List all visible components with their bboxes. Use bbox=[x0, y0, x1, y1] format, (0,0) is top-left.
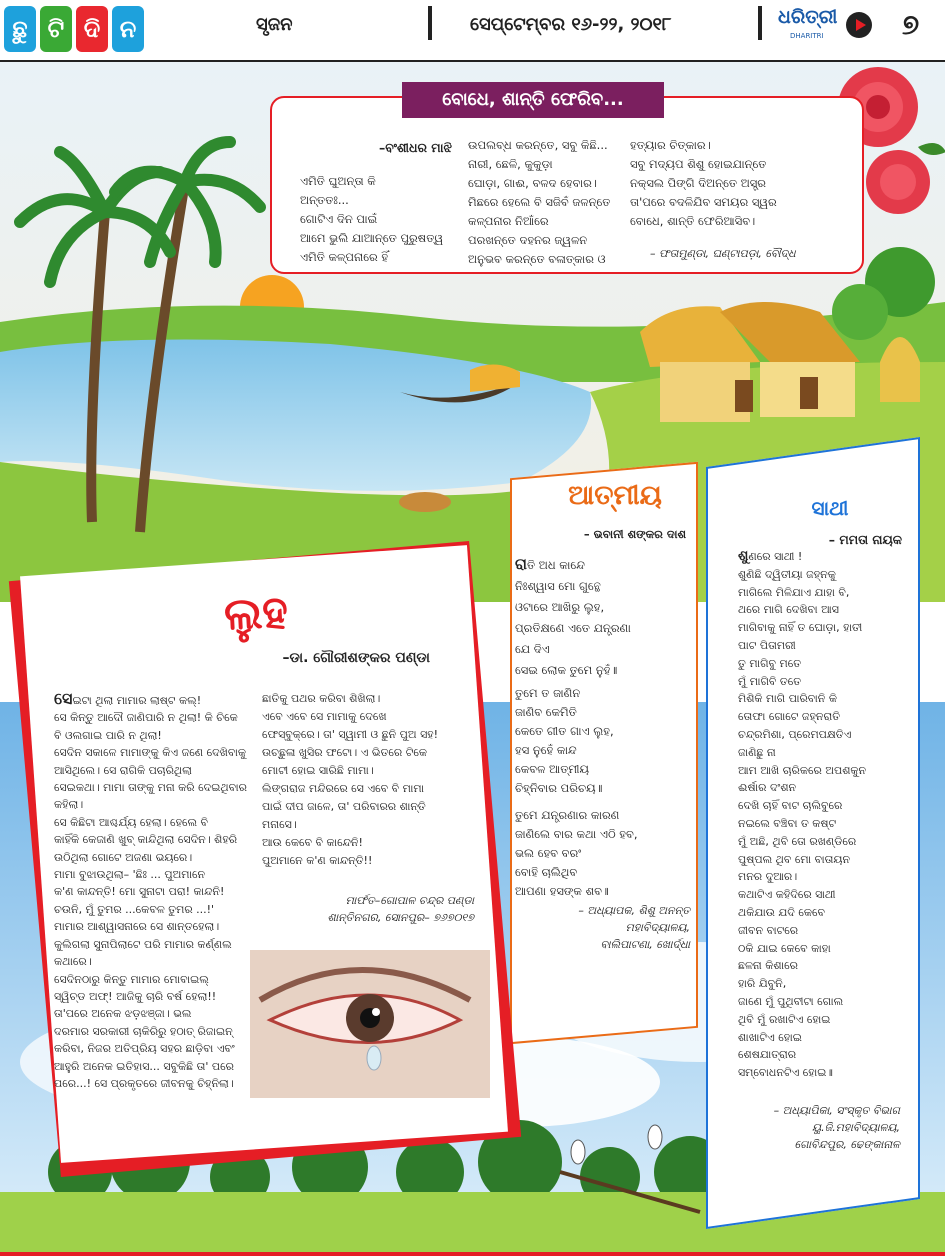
story-column-1 bbox=[54, 690, 250, 1092]
farmer-icon bbox=[399, 492, 451, 512]
header-divider bbox=[428, 6, 432, 40]
poem-title: ଆତ୍ମୀୟ bbox=[568, 480, 662, 511]
page-header bbox=[0, 0, 945, 63]
logo-tile-4: ନ bbox=[112, 6, 144, 52]
poem-credit: – ଅଧ୍ୟାପିକା, ସଂସ୍କୃତ ବିଭାଗ ୟୁ.ଜି.ମହାବିଦ୍ୟାଳୟ, ଗୋବିନ୍ଦପୁର, ଢେଙ୍କାନାଳ bbox=[773, 1104, 900, 1151]
poem-author: – ମମତା ନାୟକ bbox=[828, 532, 902, 547]
story-author: –ଡା. ଗୌରୀଶଙ୍କର ପଣ୍ଡା bbox=[282, 650, 430, 666]
brand-logo-sub: DHARITRI bbox=[790, 32, 824, 40]
logo-tile-3: ଦି bbox=[76, 6, 108, 52]
bottom-rule bbox=[0, 1252, 945, 1256]
play-icon bbox=[846, 12, 872, 38]
poem-credit: – ଅଧ୍ୟାପକ, ଶିଶୁ ଅନନ୍ତ ମହାବିଦ୍ୟାଳୟ, ବାଲିପାଟଣା, ଖୋର୍ଦ୍ଧା bbox=[578, 904, 690, 951]
poem-title: ବୋଧେ, ଶାନ୍ତି ଫେରିବ... bbox=[402, 82, 664, 118]
poem-stanza-1 bbox=[515, 554, 685, 680]
poem-column-2: ଉପଲବ୍ଧ କରନ୍ତେ, ସବୁ କିଛି... ନାରୀ, ଛେଳି, କୁକୁଡ଼ା ଘୋଡ଼ା, ଗାଈ, ବଳଦ ହେବାର। ମିଛରେ ହେଲେ ବି ସଜିବଁ ଜଳନ୍ତେ କଳ୍ପନାର ନିଆଁରେ ପରଖନ୍ତେ ଦହନର ଜ୍ୱଳନ ଅନୁଭବ କରନ୍ତେ ବଳାତ୍କାର ଓ bbox=[468, 138, 611, 266]
poem-author: – ଭବାନୀ ଶଙ୍କର ଦାଶ bbox=[583, 527, 686, 541]
story-credit: ମାର୍ଫତ–ଗୋପାଳ ଚନ୍ଦ୍ର ପଣ୍ଡା ଶାନ୍ତିନଗର, ସୋନପୁର– ୭୬୭୦୧୭ bbox=[327, 894, 474, 924]
drop-cap: ରା bbox=[515, 555, 527, 573]
logo-tile-2: ଟି bbox=[40, 6, 72, 52]
story-text: ଇଟା ଥିଲା ମାମାର ଲାଷ୍ଟ କଲ୍! ସେ କିନ୍ତୁ ଆଦୌ ଜାଣିପାରି ନ ଥିଲା! କି ଚିକେ ବି ଓଲଗାଇ ପାରି ନ ଥିଲା! ସେଦିନ ସକାଳେ ମାମାଙ୍କୁ କିଏ ଜଣେ ଦେଖିବାକୁ ଆସିଥିଲେ। ସେ ରାଗିକି ପଚାରିଥିଲା ସେଇକଥା। ମାମା ତାଙ୍କୁ ମନା କରି ଦେଇଥିବାର କହିଲା। ସେ କିଛିଟା ଆଶ୍ଚର୍ଯ୍ୟ ହେଲା। ହେଲେ ବି କାହିଁକି କେଜାଣି ଖୁବ୍ କାନ୍ଦିଥିଲା ସେଦିନ। ଶିହରି ଉଠିଥିଲା ଗୋଟେ ଅଜଣା ଭୟରେ। ମାମା ବୁଝାଉଥିଲା– 'ଛିଃ ... ପୁଅମାନେ କ'ଣ କାନ୍ଦନ୍ତି! ମୋ ସୁନାଟା ପରା! କାନ୍ଦନି! ଚଉନି, ମୁଁ ତୁମର ...କେବଳ ତୁମର ...!' ମାମାର ଆଶ୍ୱାସନାରେ ସେ ଶାନ୍ତହେଲା। କୁଲିଗଲା ସୁନାପିଲାଟେ ପରି ମାମାର କର୍ଣ୍ଣଲ କଥାରେ। ସେଦିନଠାରୁ କିନ୍ତୁ ମାମାର ମୋବାଇଲ୍ ସ୍ୱିଚ୍ଡ ଅଫ୍! ଆଜିକୁ ଚାରି ବର୍ଷ ହେଲା!! ତା'ପରେ ଅନେକ ଝଡ଼ଝଞ୍ଜା। ଭଲ ଦରମାର ସରକାରୀ ଚାକିରିରୁ ହଠାତ୍ ରିଜାଇନ୍ କରିବା, ନିଜର ଅତିପ୍ରିୟ ସହର ଛାଡ଼ିବା ଏବଂ ଆହୁରି ଅନେକ ଇତିହାସ... ସବୁକିଛି ତା' ପରେ ପରେ...! ସେ ପ୍ରକୃତରେ ଜୀବନକୁ ଚିହ୍ନିଲା। bbox=[54, 694, 247, 1090]
section-title: ସୃଜନ bbox=[256, 14, 293, 35]
stork-icon bbox=[648, 1125, 662, 1149]
header-divider bbox=[758, 6, 762, 40]
drop-cap: ସେ bbox=[54, 689, 73, 708]
logo-tile-1: ଛୁ bbox=[4, 6, 36, 52]
brand-logo: ଧରିତ୍ରୀ bbox=[778, 6, 838, 28]
story-column-2: ଛାତିକୁ ପଥର କରିବା ଶିଖିଲା। ଏବେ ଏବେ ସେ ମାମାକୁ ଦେଖେ ଫେସ୍‌ବୁକ୍‌ରେ। ତା' ସ୍ୱାମୀ ଓ ଛୁନି ପୁଅ ସହ! ଉଚ୍ଛୁଳା ଖୁସିର ଫଟୋ। ଏ ଭିତରେ ଟିକେ ମୋଟୀ ହୋଇ ସାରିଛି ମାମା। ଲିଙ୍ଗରାଜ ମନ୍ଦିରରେ ସେ ଏବେ ବି ମାମା ପାଇଁ ଦୀପ ଜାଳେ, ତା' ପରିବାରର ଶାନ୍ତି ମନାସେ। ଆଉ କେବେ ବି କାନ୍ଦେନି! ପୁଅମାନେ କ'ଣ କାନ୍ଦନ୍ତି!! bbox=[262, 692, 439, 867]
poem-title: ସାଥୀ bbox=[811, 496, 849, 520]
poem-text-block bbox=[738, 548, 908, 1082]
poem-column-3: ହତ୍ୟାର ଚିତ୍କାର। ସବୁ ମଦ୍ୟପ ଶିଶୁ ହୋଇଯାନ୍ତେ ନକ୍ସଲ ପିଙ୍ଗି ଦିଅନ୍ତେ ଅସ୍ତ୍ର ତା'ପରେ ବଦଳିଯିବ ସମୟର ସ୍ୱର ବୋଧେ, ଶାନ୍ତି ଫେରିଆସିବ। bbox=[630, 138, 777, 228]
drop-cap: ଶୁ bbox=[738, 548, 749, 564]
poem-stanza-3: ତୁମେ ଯନ୍ତ୍ରଣାର କାରଣ ଜାଣିଲେ ବାର କଥା ଏଠି ହବ, ଭଲ ହେବ ବରଂ ବୋହି ଚାଲିଥିବ ଆପଣା ହସଙ୍କ ଶବ॥ bbox=[515, 808, 638, 898]
poem-text: ଣରେ ସାଥୀ ! ଶୁଣିଛି ଦ୍ୱିତୀୟା ଜହ୍ନକୁ ମାଗିଲେ ମିଳିଯାଏ ଯାହା ବି, ଥରେ ମାଗି ଦେଖିବା ଆସ ମାଗିବାକୁ ନାହିଁ ତ ଘୋଡ଼ା, ହାତୀ ପାଟ ପିତାମରୀ ତୁ ମାଗିବୁ ମତେ ମୁଁ ମାଗିବି ତତେ ମିଶିକି ମାଗି ପାରିବାନି କି ତୋଫା ଗୋଟେ ଜହ୍ନରାତି ଚନ୍ଦ୍ରମିଶା, ପ୍ରେମପକ୍ଷତିଏ ଜାଣିଛୁ ନା ଆମ ଆଖି ଚାରିକରେ ଅପଶକୁନ ଈର୍ଷାର ଦଂଶନ ଦେଖି ଚାହିଁ ବାଟ ଚାଲିବୁରେ ନଇଲେ ବଞ୍ଚିବା ତ କଷ୍ଟ ମୁଁ ଅଛି, ଥିବି ତୋ ରଖଣ୍ଡିରେ ପୁଷ୍ପଲ ଥିବ ମୋ ବାତାୟନ ମନର ଦୁଆର। କଥାଟିଏ କହିଦିରେ ସାଥୀ ଥକିଯାଉ ଯଦି କେବେ ଜୀବନ ବାଟରେ ଠକି ଯାଇ କେବେ କାହା ଛଳନା କିଶାରେ ହାରି ଯିବୁନି, ଜାଣେ ମୁଁ ପୁଥିବୀଟା ଗୋଲ ଥିବି ମୁଁ ରଖାଟିଏ ହୋଇ ଶାଖାଟିଏ ହୋଇ ଶେଷଯାତ୍ରାର ସମ୍ବୋଧନଟିଏ ହୋଇ॥ bbox=[738, 550, 867, 1080]
poem-column-1: ଏମିତି ଘୁଅନ୍ତା କି ଅନ୍ତତଃ... ଗୋଟିଏ ଦିନ ପାଇଁ ଆମେ ଭୁଲି ଯାଆନ୍ତେ ପୁରୁଷତ୍ୱ ଏମିତି କଳ୍ପନାରେ ହିଁ bbox=[300, 174, 444, 264]
page-number: ୭ bbox=[902, 8, 920, 41]
story-title: ଲୁହ bbox=[222, 586, 290, 641]
teary-eye-image bbox=[250, 950, 490, 1098]
stork-icon bbox=[571, 1140, 585, 1164]
tear-drop-icon bbox=[367, 1046, 381, 1070]
poem-stanza-2: ତୁମେ ତ ଜାଣିନ ଜାଣିବ କେମିତି କେତେ ଗୀତ ଗାଏ ଲୁହ, ହସ ନୁହେଁ କାନ୍ଦ କେବଳ ଆତ୍ମୀୟ ଚିହ୍ନିବାର ପରିଚୟ॥ bbox=[515, 686, 614, 795]
issue-date: ସେପ୍ଟେମ୍ବର ୧୬-୨୨, ୨୦୧୮ bbox=[470, 14, 672, 35]
poem-text: ତି ଅଧ କାନ୍ଦେ ନିଃଶ୍ୱାସ ମୋ ଗୁନ୍ଥେ ଓଟାରେ ଆଖିରୁ ଲୁହ, ପ୍ରତିକ୍ଷଣେ ଏତେ ଯନ୍ତ୍ରଣା ଯେ ଦିଏ ସେଇ ଲୋକ ତୁମେ ନୁହଁ॥ bbox=[515, 558, 631, 677]
poem-author: –ବଂଶୀଧର ମାଝି bbox=[379, 140, 452, 155]
poem-credit: – ଫତାମୁଣ୍ଡା, ଘଣ୍ଟାପଡ଼ା, ବୌଦ୍ଧ bbox=[650, 247, 796, 260]
